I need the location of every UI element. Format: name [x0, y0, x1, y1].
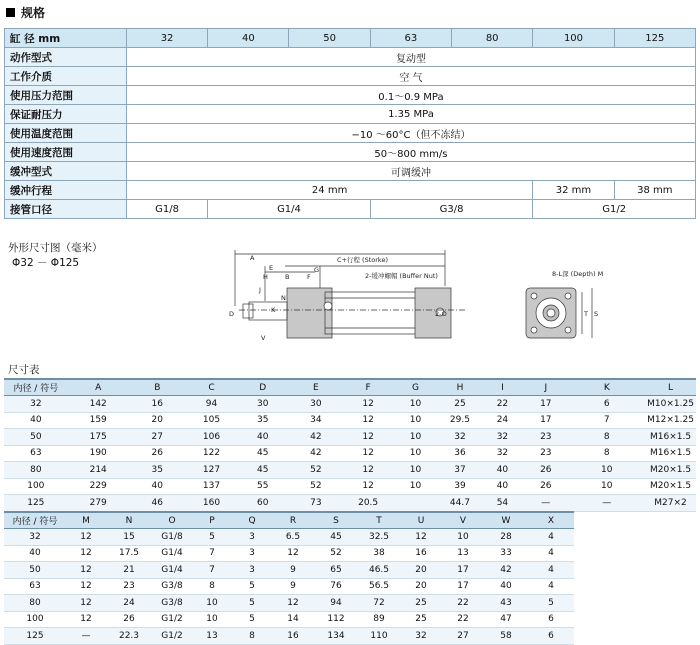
dim2-header-cell: T: [358, 512, 400, 529]
spec-row: [5, 105, 696, 124]
table-cell: 54: [482, 495, 523, 512]
table-cell: —: [568, 495, 645, 512]
buffer-nut-label: 2-缓冲螺帽 (Buffer Nut): [365, 272, 438, 280]
table-cell: 89: [358, 611, 400, 628]
table-cell: 52: [288, 478, 343, 495]
table-cell: 134: [314, 628, 358, 645]
table-cell: G3/8: [152, 578, 192, 595]
table-cell: 42: [484, 562, 528, 579]
table-cell: 10: [192, 611, 232, 628]
dim1-header-cell: B: [129, 379, 186, 396]
table-cell: M27×2: [645, 495, 696, 512]
row-label: 125: [4, 495, 68, 512]
table-cell: 10: [442, 529, 484, 546]
table-cell: 27: [442, 628, 484, 645]
stroke-value: 24 mm: [126, 181, 532, 200]
table-cell: 12: [66, 611, 106, 628]
table-cell: 76: [314, 578, 358, 595]
bore-cell: 50: [289, 29, 370, 48]
table-cell: 25: [400, 611, 442, 628]
table-cell: 5: [528, 595, 574, 612]
dim-letter: J: [259, 286, 261, 294]
table-cell: 12: [343, 445, 392, 462]
table-cell: 16: [272, 628, 314, 645]
dimension-table-2: [4, 511, 574, 645]
dim1-header-cell: J: [523, 379, 568, 396]
table-cell: 46: [129, 495, 186, 512]
table-cell: 6: [568, 396, 645, 413]
table-cell: 45: [237, 445, 288, 462]
dim2-header-cell: O: [152, 512, 192, 529]
table-row: [4, 412, 696, 429]
table-cell: 12: [343, 462, 392, 479]
table-cell: 7: [192, 562, 232, 579]
table-cell: 40: [484, 578, 528, 595]
table-cell: 72: [358, 595, 400, 612]
table-cell: 8: [192, 578, 232, 595]
spec-row-label: 保证耐压力: [5, 105, 127, 124]
table-row: [4, 478, 696, 495]
table-cell: 40: [237, 429, 288, 446]
dim1-header-cell: K: [568, 379, 645, 396]
table-row: [4, 495, 696, 512]
table-cell: M16×1.5: [645, 445, 696, 462]
table-cell: 10: [393, 412, 438, 429]
table-cell: G1/4: [152, 562, 192, 579]
table-row: [4, 545, 574, 562]
stroke-label: C+行程 (Storke): [337, 256, 388, 264]
bore-cell: 32: [126, 29, 207, 48]
table-cell: G1/4: [152, 545, 192, 562]
table-cell: 6.5: [272, 529, 314, 546]
row-label: 125: [4, 628, 66, 645]
row-label: 80: [4, 462, 68, 479]
table-cell: 4: [528, 529, 574, 546]
outline-range: Φ32 － Φ125: [12, 257, 80, 269]
table-cell: 10: [568, 462, 645, 479]
table-cell: 35: [129, 462, 186, 479]
dim-letter: F: [307, 273, 311, 281]
table-cell: 32: [400, 628, 442, 645]
table-cell: 12: [343, 429, 392, 446]
table-cell: 279: [68, 495, 129, 512]
spec-row: [5, 143, 696, 162]
table-cell: G1/2: [152, 611, 192, 628]
table-cell: 3: [232, 529, 272, 546]
dim2-header-cell: R: [272, 512, 314, 529]
spec-row-label: 动作型式: [5, 48, 127, 67]
dim1-header-cell: C: [186, 379, 237, 396]
table-cell: 6: [528, 628, 574, 645]
table-cell: 105: [186, 412, 237, 429]
table-cell: 10: [192, 595, 232, 612]
table-row: [4, 462, 696, 479]
table-cell: 17.5: [106, 545, 152, 562]
spec-row-value: −10 ～60°C（但不冻结）: [126, 124, 695, 143]
table-cell: 28: [484, 529, 528, 546]
dim2-header-cell: Q: [232, 512, 272, 529]
table-cell: 190: [68, 445, 129, 462]
dim-letter: T: [584, 310, 588, 318]
table-cell: 33: [484, 545, 528, 562]
table-cell: —: [66, 628, 106, 645]
table-cell: 9: [272, 578, 314, 595]
table-cell: 25: [438, 396, 482, 413]
port-value: G1/8: [126, 200, 207, 219]
square-bullet-icon: [6, 8, 15, 17]
table-cell: 16: [129, 396, 186, 413]
table-cell: 17: [442, 578, 484, 595]
table-cell: 30: [237, 396, 288, 413]
table-cell: 5: [192, 529, 232, 546]
table-cell: 55: [237, 478, 288, 495]
table-cell: 40: [482, 478, 523, 495]
table-cell: 12: [343, 412, 392, 429]
depth-label: 8-L深 (Depth) M: [552, 270, 604, 278]
table-cell: 8: [232, 628, 272, 645]
table-cell: 73: [288, 495, 343, 512]
table-cell: M20×1.5: [645, 462, 696, 479]
table-cell: 10: [393, 429, 438, 446]
cylinder-end-view: [512, 262, 612, 342]
port-value: G1/4: [208, 200, 371, 219]
table-cell: 24: [106, 595, 152, 612]
dim1-header-cell: I: [482, 379, 523, 396]
row-label: 40: [4, 545, 66, 562]
spec-row-label: 缓冲型式: [5, 162, 127, 181]
table-cell: M20×1.5: [645, 478, 696, 495]
table-cell: 12: [66, 595, 106, 612]
table-cell: 6: [528, 611, 574, 628]
port-row: [5, 200, 696, 219]
table-cell: 47: [484, 611, 528, 628]
table-cell: 22.3: [106, 628, 152, 645]
dim2-header-cell: V: [442, 512, 484, 529]
spec-row-value: 1.35 MPa: [126, 105, 695, 124]
table-cell: 10: [393, 396, 438, 413]
dim1-header-cell: E: [288, 379, 343, 396]
table-cell: 36: [438, 445, 482, 462]
spec-row-value: 可调缓冲: [126, 162, 695, 181]
table-cell: 20.5: [343, 495, 392, 512]
stroke-row: [5, 181, 696, 200]
stroke-row-label: 缓冲行程: [5, 181, 127, 200]
dim2-header-cell: 内径 / 符号: [4, 512, 66, 529]
table-cell: 12: [272, 545, 314, 562]
table-cell: 10: [393, 462, 438, 479]
table-cell: 5: [232, 578, 272, 595]
table-cell: 175: [68, 429, 129, 446]
table-cell: 16: [400, 545, 442, 562]
table-cell: 44.7: [438, 495, 482, 512]
spec-row-value: 0.1～0.9 MPa: [126, 86, 695, 105]
spec-row-label: 使用温度范围: [5, 124, 127, 143]
table-cell: 45: [314, 529, 358, 546]
table-cell: 159: [68, 412, 129, 429]
bore-cell: 80: [452, 29, 533, 48]
row-label: 32: [4, 529, 66, 546]
dim2-header: [4, 512, 574, 529]
table-cell: 4: [528, 562, 574, 579]
dim1-header-cell: G: [393, 379, 438, 396]
row-label: 63: [4, 578, 66, 595]
dim-letter: V: [261, 334, 266, 342]
table-cell: 17: [523, 396, 568, 413]
table-cell: 46.5: [358, 562, 400, 579]
table-cell: 34: [288, 412, 343, 429]
bore-cell: 63: [370, 29, 451, 48]
spec-header-label: 缸 径 mm: [5, 29, 127, 48]
table-cell: 160: [186, 495, 237, 512]
table-cell: G3/8: [152, 595, 192, 612]
table-cell: 229: [68, 478, 129, 495]
table-cell: 38: [358, 545, 400, 562]
dim2-header-cell: X: [528, 512, 574, 529]
table-cell: 56.5: [358, 578, 400, 595]
table-cell: 10: [393, 478, 438, 495]
bore-cell: 40: [208, 29, 289, 48]
table-cell: 58: [484, 628, 528, 645]
row-label: 32: [4, 396, 68, 413]
dim-letter: A: [250, 254, 255, 262]
table-cell: 110: [358, 628, 400, 645]
table-cell: 26: [523, 478, 568, 495]
table-cell: 43: [484, 595, 528, 612]
dim1-header-cell: 内径 / 符号: [4, 379, 68, 396]
table-cell: 142: [68, 396, 129, 413]
table-cell: 12: [66, 562, 106, 579]
dimension-table-1: [4, 378, 696, 512]
table-cell: 122: [186, 445, 237, 462]
row-label: 40: [4, 412, 68, 429]
spec-row-value: 复动型: [126, 48, 695, 67]
dim-letter: S: [594, 310, 599, 318]
bore-cell: 100: [533, 29, 614, 48]
table-cell: 21: [106, 562, 152, 579]
table-cell: 12: [400, 529, 442, 546]
spec-row: [5, 86, 696, 105]
table-cell: 12: [343, 396, 392, 413]
dim2-header-cell: P: [192, 512, 232, 529]
table-cell: 42: [288, 429, 343, 446]
table-row: [4, 611, 574, 628]
table-cell: 30: [288, 396, 343, 413]
row-label: 100: [4, 478, 68, 495]
table-cell: M10×1.25: [645, 396, 696, 413]
dim-letter: K: [271, 306, 276, 314]
table-row: [4, 578, 574, 595]
table-cell: 17: [523, 412, 568, 429]
table-cell: 25: [400, 595, 442, 612]
dim-letter: D: [229, 310, 235, 318]
table-cell: 42: [288, 445, 343, 462]
table-cell: 20: [129, 412, 186, 429]
port-value: G1/2: [533, 200, 696, 219]
table-cell: 40: [482, 462, 523, 479]
spec-row: [5, 162, 696, 181]
dim1-header-cell: F: [343, 379, 392, 396]
table-cell: 137: [186, 478, 237, 495]
dim-letter: 2-O: [435, 310, 447, 318]
table-cell: 26: [523, 462, 568, 479]
spec-row-label: 使用速度范围: [5, 143, 127, 162]
spec-row: [5, 67, 696, 86]
stroke-value: 38 mm: [614, 181, 695, 200]
table-cell: 13: [442, 545, 484, 562]
table-row: [4, 429, 696, 446]
table-cell: 10: [393, 445, 438, 462]
table-cell: 22: [442, 595, 484, 612]
table-cell: 112: [314, 611, 358, 628]
table-cell: 14: [272, 611, 314, 628]
table-cell: [393, 495, 438, 512]
table-cell: 214: [68, 462, 129, 479]
table-row: [4, 396, 696, 413]
table-cell: 52: [314, 545, 358, 562]
table-cell: 4: [528, 578, 574, 595]
table-cell: 12: [343, 478, 392, 495]
dim2-body: [4, 529, 574, 645]
table-cell: 24: [482, 412, 523, 429]
table-row: [4, 445, 696, 462]
table-cell: 23: [523, 429, 568, 446]
table-cell: G1/8: [152, 529, 192, 546]
bore-cell: 125: [614, 29, 695, 48]
table-cell: 22: [442, 611, 484, 628]
row-label: 50: [4, 429, 68, 446]
table-cell: 17: [442, 562, 484, 579]
port-row-label: 接管口径: [5, 200, 127, 219]
table-cell: 94: [186, 396, 237, 413]
section-title: [6, 4, 45, 20]
table-cell: 9: [272, 562, 314, 579]
table-cell: 26: [106, 611, 152, 628]
dim-letter: G: [314, 266, 320, 274]
table-cell: M12×1.25: [645, 412, 696, 429]
dim-letter: E: [269, 264, 274, 272]
table-cell: 32: [438, 429, 482, 446]
table-cell: 39: [438, 478, 482, 495]
table-cell: 10: [568, 478, 645, 495]
table-cell: 29.5: [438, 412, 482, 429]
dim2-header-cell: S: [314, 512, 358, 529]
table-cell: 127: [186, 462, 237, 479]
spec-row: [5, 48, 696, 67]
table-cell: 12: [66, 545, 106, 562]
row-label: 50: [4, 562, 66, 579]
stroke-value: 32 mm: [533, 181, 614, 200]
table-cell: 32: [482, 429, 523, 446]
table-cell: 26: [129, 445, 186, 462]
table-cell: 37: [438, 462, 482, 479]
table-row: [4, 628, 574, 645]
table-cell: 13: [192, 628, 232, 645]
table-row: [4, 562, 574, 579]
table-cell: 3: [232, 545, 272, 562]
table-cell: 4: [528, 545, 574, 562]
table-cell: 23: [523, 445, 568, 462]
table-cell: 35: [237, 412, 288, 429]
table-cell: 8: [568, 429, 645, 446]
section-title-text: 规格: [21, 5, 46, 20]
dim1-header-cell: H: [438, 379, 482, 396]
table-cell: 22: [482, 396, 523, 413]
spec-table: [4, 28, 696, 219]
table-cell: 65: [314, 562, 358, 579]
spec-row-value: 50～800 mm/s: [126, 143, 695, 162]
dim1-header-cell: D: [237, 379, 288, 396]
dim1-header: [4, 379, 696, 396]
port-value: G3/8: [370, 200, 533, 219]
table-row: [4, 595, 574, 612]
table-cell: 45: [237, 462, 288, 479]
dim1-header-cell: A: [68, 379, 129, 396]
cylinder-side-view: [225, 246, 475, 346]
row-label: 80: [4, 595, 66, 612]
table-cell: 12: [66, 529, 106, 546]
table-cell: 23: [106, 578, 152, 595]
dim2-header-cell: M: [66, 512, 106, 529]
table-cell: 12: [66, 578, 106, 595]
table-cell: 32: [482, 445, 523, 462]
dim2-header-cell: N: [106, 512, 152, 529]
spec-row-label: 使用压力范围: [5, 86, 127, 105]
table-cell: 12: [272, 595, 314, 612]
spec-header-row: [5, 29, 696, 48]
table-cell: 106: [186, 429, 237, 446]
dims-title: 尺寸表: [8, 364, 40, 376]
table-cell: 15: [106, 529, 152, 546]
dim-letter: N: [281, 294, 286, 302]
table-cell: 7: [192, 545, 232, 562]
table-cell: 5: [232, 595, 272, 612]
row-label: 63: [4, 445, 68, 462]
spec-row-value: 空 气: [126, 67, 695, 86]
table-cell: —: [523, 495, 568, 512]
dim1-body: [4, 396, 696, 512]
table-cell: 8: [568, 445, 645, 462]
table-cell: 27: [129, 429, 186, 446]
table-cell: G1/2: [152, 628, 192, 645]
table-cell: 32.5: [358, 529, 400, 546]
table-cell: 40: [129, 478, 186, 495]
spec-row-label: 工作介质: [5, 67, 127, 86]
table-cell: 20: [400, 578, 442, 595]
table-cell: 60: [237, 495, 288, 512]
table-cell: 20: [400, 562, 442, 579]
dim-letter: B: [285, 273, 290, 281]
table-cell: 3: [232, 562, 272, 579]
table-row: [4, 529, 574, 546]
row-label: 100: [4, 611, 66, 628]
dim2-header-cell: U: [400, 512, 442, 529]
table-cell: 94: [314, 595, 358, 612]
spec-row: [5, 124, 696, 143]
dim2-header-cell: W: [484, 512, 528, 529]
table-cell: 7: [568, 412, 645, 429]
dim-letter: H: [263, 273, 268, 281]
table-cell: 52: [288, 462, 343, 479]
table-cell: 5: [232, 611, 272, 628]
dim1-header-cell: L: [645, 379, 696, 396]
table-cell: M16×1.5: [645, 429, 696, 446]
outline-title: 外形尺寸图（毫米）: [8, 242, 103, 254]
